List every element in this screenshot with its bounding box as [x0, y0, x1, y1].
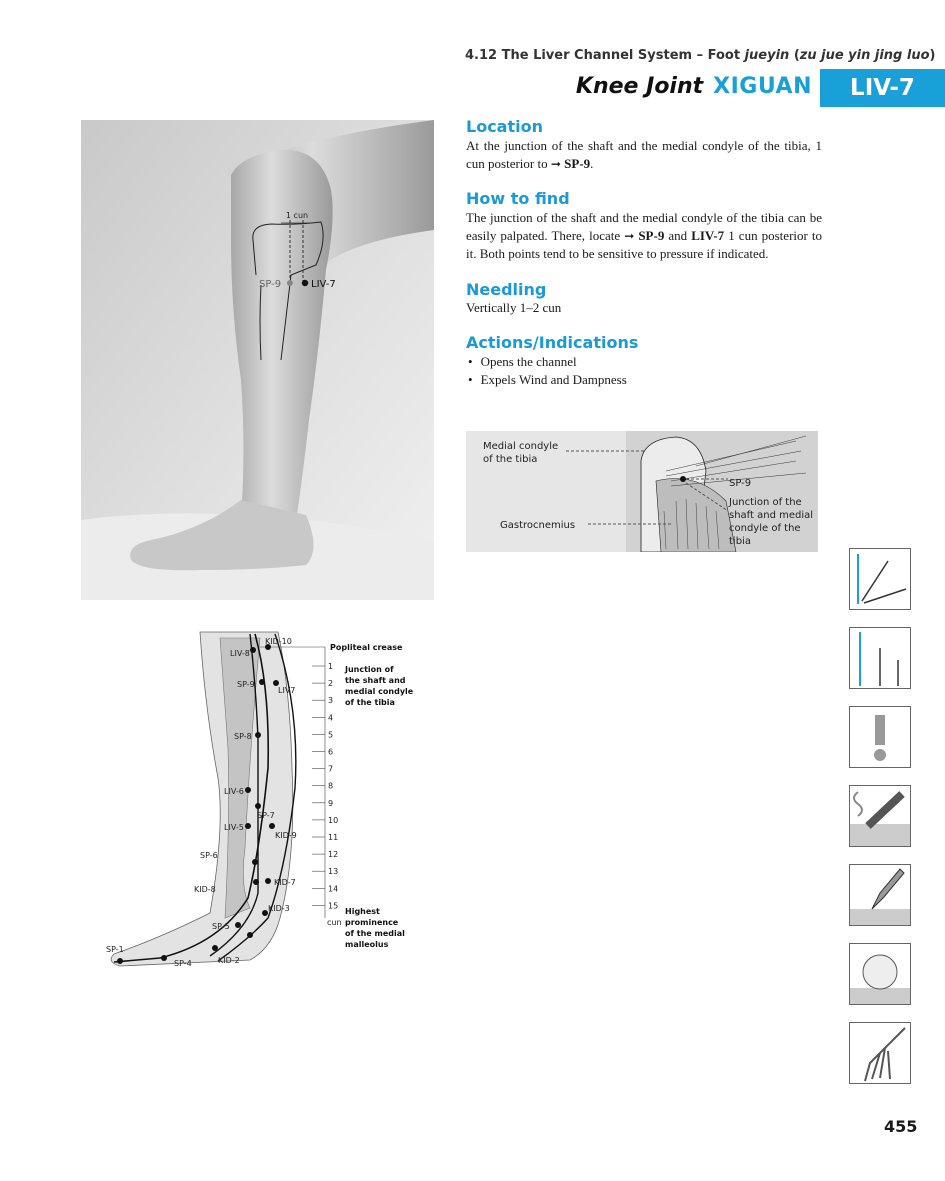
needling-text: Vertically 1–2 cun	[466, 300, 562, 315]
point-english-name: Knee Joint	[575, 74, 704, 99]
svg-text:condyle of the: condyle of the	[729, 523, 801, 534]
svg-text:SP-4: SP-4	[174, 959, 192, 968]
svg-text:SP-7: SP-7	[257, 811, 275, 820]
photo-label-liv7: LIV-7	[311, 279, 336, 290]
how-to-find-heading: How to find	[466, 189, 570, 208]
point-pinyin-name: XIGUAN	[713, 74, 812, 99]
needling-heading: Needling	[466, 280, 547, 299]
svg-text:KID-3: KID-3	[268, 904, 290, 913]
scale-tick-label: 2	[328, 679, 334, 689]
scale-tick-label: 13	[328, 867, 339, 877]
scale-tick-label: 14	[328, 884, 339, 894]
svg-text:SP-5: SP-5	[212, 922, 230, 931]
svg-text:of the tibia: of the tibia	[345, 698, 395, 707]
scale-tick-label: 5	[328, 730, 334, 740]
location-heading: Location	[466, 117, 543, 136]
cupping-icon	[849, 943, 911, 1005]
sp9-point	[287, 280, 293, 286]
photo-label-sp9: SP-9	[259, 279, 282, 290]
svg-text:SP-6: SP-6	[200, 851, 218, 860]
photo-label-cun: 1 cun	[285, 211, 309, 220]
scale-tick-label: 8	[328, 781, 334, 791]
inset-medial-condyle: Medial condyle	[483, 441, 559, 452]
svg-text:KID-2: KID-2	[218, 956, 240, 965]
svg-text:cun: cun	[327, 918, 342, 927]
svg-text:SP-1: SP-1	[106, 945, 124, 954]
hand-massage-icon	[849, 1022, 911, 1084]
anatomy-inset	[466, 431, 818, 552]
point-title	[576, 74, 812, 99]
svg-text:SP-9: SP-9	[237, 680, 255, 689]
scale-tick-label: 10	[328, 815, 339, 825]
actions-heading: Actions/Indications	[466, 333, 639, 352]
skeleton-diagram	[100, 628, 430, 978]
inset-sp9: SP-9	[729, 478, 752, 489]
scale-tick-label: 7	[328, 764, 334, 774]
point-code-badge	[820, 69, 945, 107]
svg-text:of the medial: of the medial	[345, 929, 405, 938]
svg-text:shaft and medial: shaft and medial	[729, 510, 814, 521]
svg-text:medial condyle: medial condyle	[345, 687, 414, 696]
scale-tick-label: 11	[328, 833, 339, 842]
page-number: 455	[884, 1117, 918, 1136]
arrow-icon: ➞	[550, 157, 561, 171]
svg-text:Highest: Highest	[345, 907, 380, 916]
moxibustion-icon	[849, 785, 911, 847]
inset-gastrocnemius: Gastrocnemius	[500, 520, 576, 531]
inset-junction: Junction of the	[729, 497, 802, 508]
action-item: • Expels Wind and Dampness	[468, 371, 627, 389]
actions-list	[468, 353, 627, 389]
point-code: LIV-7	[850, 75, 915, 101]
scale-tick-label: 3	[328, 696, 334, 706]
scale-tick-label: 9	[328, 798, 334, 808]
svg-text:tibia: tibia	[729, 536, 751, 547]
leg-photo	[81, 120, 434, 600]
needle-depth-icon	[849, 627, 911, 689]
svg-text:KID-8: KID-8	[194, 885, 216, 894]
svg-text:Junction of: Junction of	[345, 665, 394, 674]
scale-tick-label: 12	[328, 850, 339, 860]
scale-tick-label: 6	[328, 747, 334, 757]
svg-text:LIV-8: LIV-8	[230, 649, 250, 658]
svg-text:prominence: prominence	[345, 918, 399, 927]
location-text: At the junction of the shaft and the medial condyle of the tibia, 1 cun posterior to ➞ SP-9.	[466, 138, 822, 171]
svg-text:SP-8: SP-8	[234, 732, 252, 741]
scale-tick-label: 4	[328, 713, 334, 723]
how-to-find-text: The junction of the shaft and the medial condyle of the tibia can be easily palpated. There, locate ➞ SP-9 and LIV-7 1 cun posterior to it. Both points tend to be sensitive to pressure if indicated.	[466, 210, 823, 261]
scale-tick-label: 15	[328, 901, 339, 911]
svg-text:malleolus: malleolus	[345, 940, 389, 949]
liv7-point	[302, 280, 308, 286]
svg-text:of the tibia: of the tibia	[483, 454, 538, 465]
svg-text:LIV-6: LIV-6	[224, 787, 244, 796]
scale-tick-label: 1	[328, 662, 334, 671]
bloodletting-icon	[849, 864, 911, 926]
svg-text:LIV-5: LIV-5	[224, 823, 244, 832]
running-header: 4.12 The Liver Channel System – Foot jueyin (zu jue yin jing luo)	[465, 48, 936, 63]
needle-angle-icon	[849, 548, 911, 610]
svg-text:KID-10: KID-10	[265, 637, 292, 646]
arrow-icon: ➞	[624, 229, 635, 243]
svg-text:the shaft and: the shaft and	[345, 676, 406, 685]
popliteal-crease-label: Popliteal crease	[330, 643, 403, 652]
caution-icon	[849, 706, 911, 768]
action-item: • Opens the channel	[468, 353, 627, 371]
svg-text:KID-9: KID-9	[275, 831, 297, 840]
svg-text:KID-7: KID-7	[274, 878, 296, 887]
svg-text:LIV7: LIV7	[278, 686, 296, 695]
